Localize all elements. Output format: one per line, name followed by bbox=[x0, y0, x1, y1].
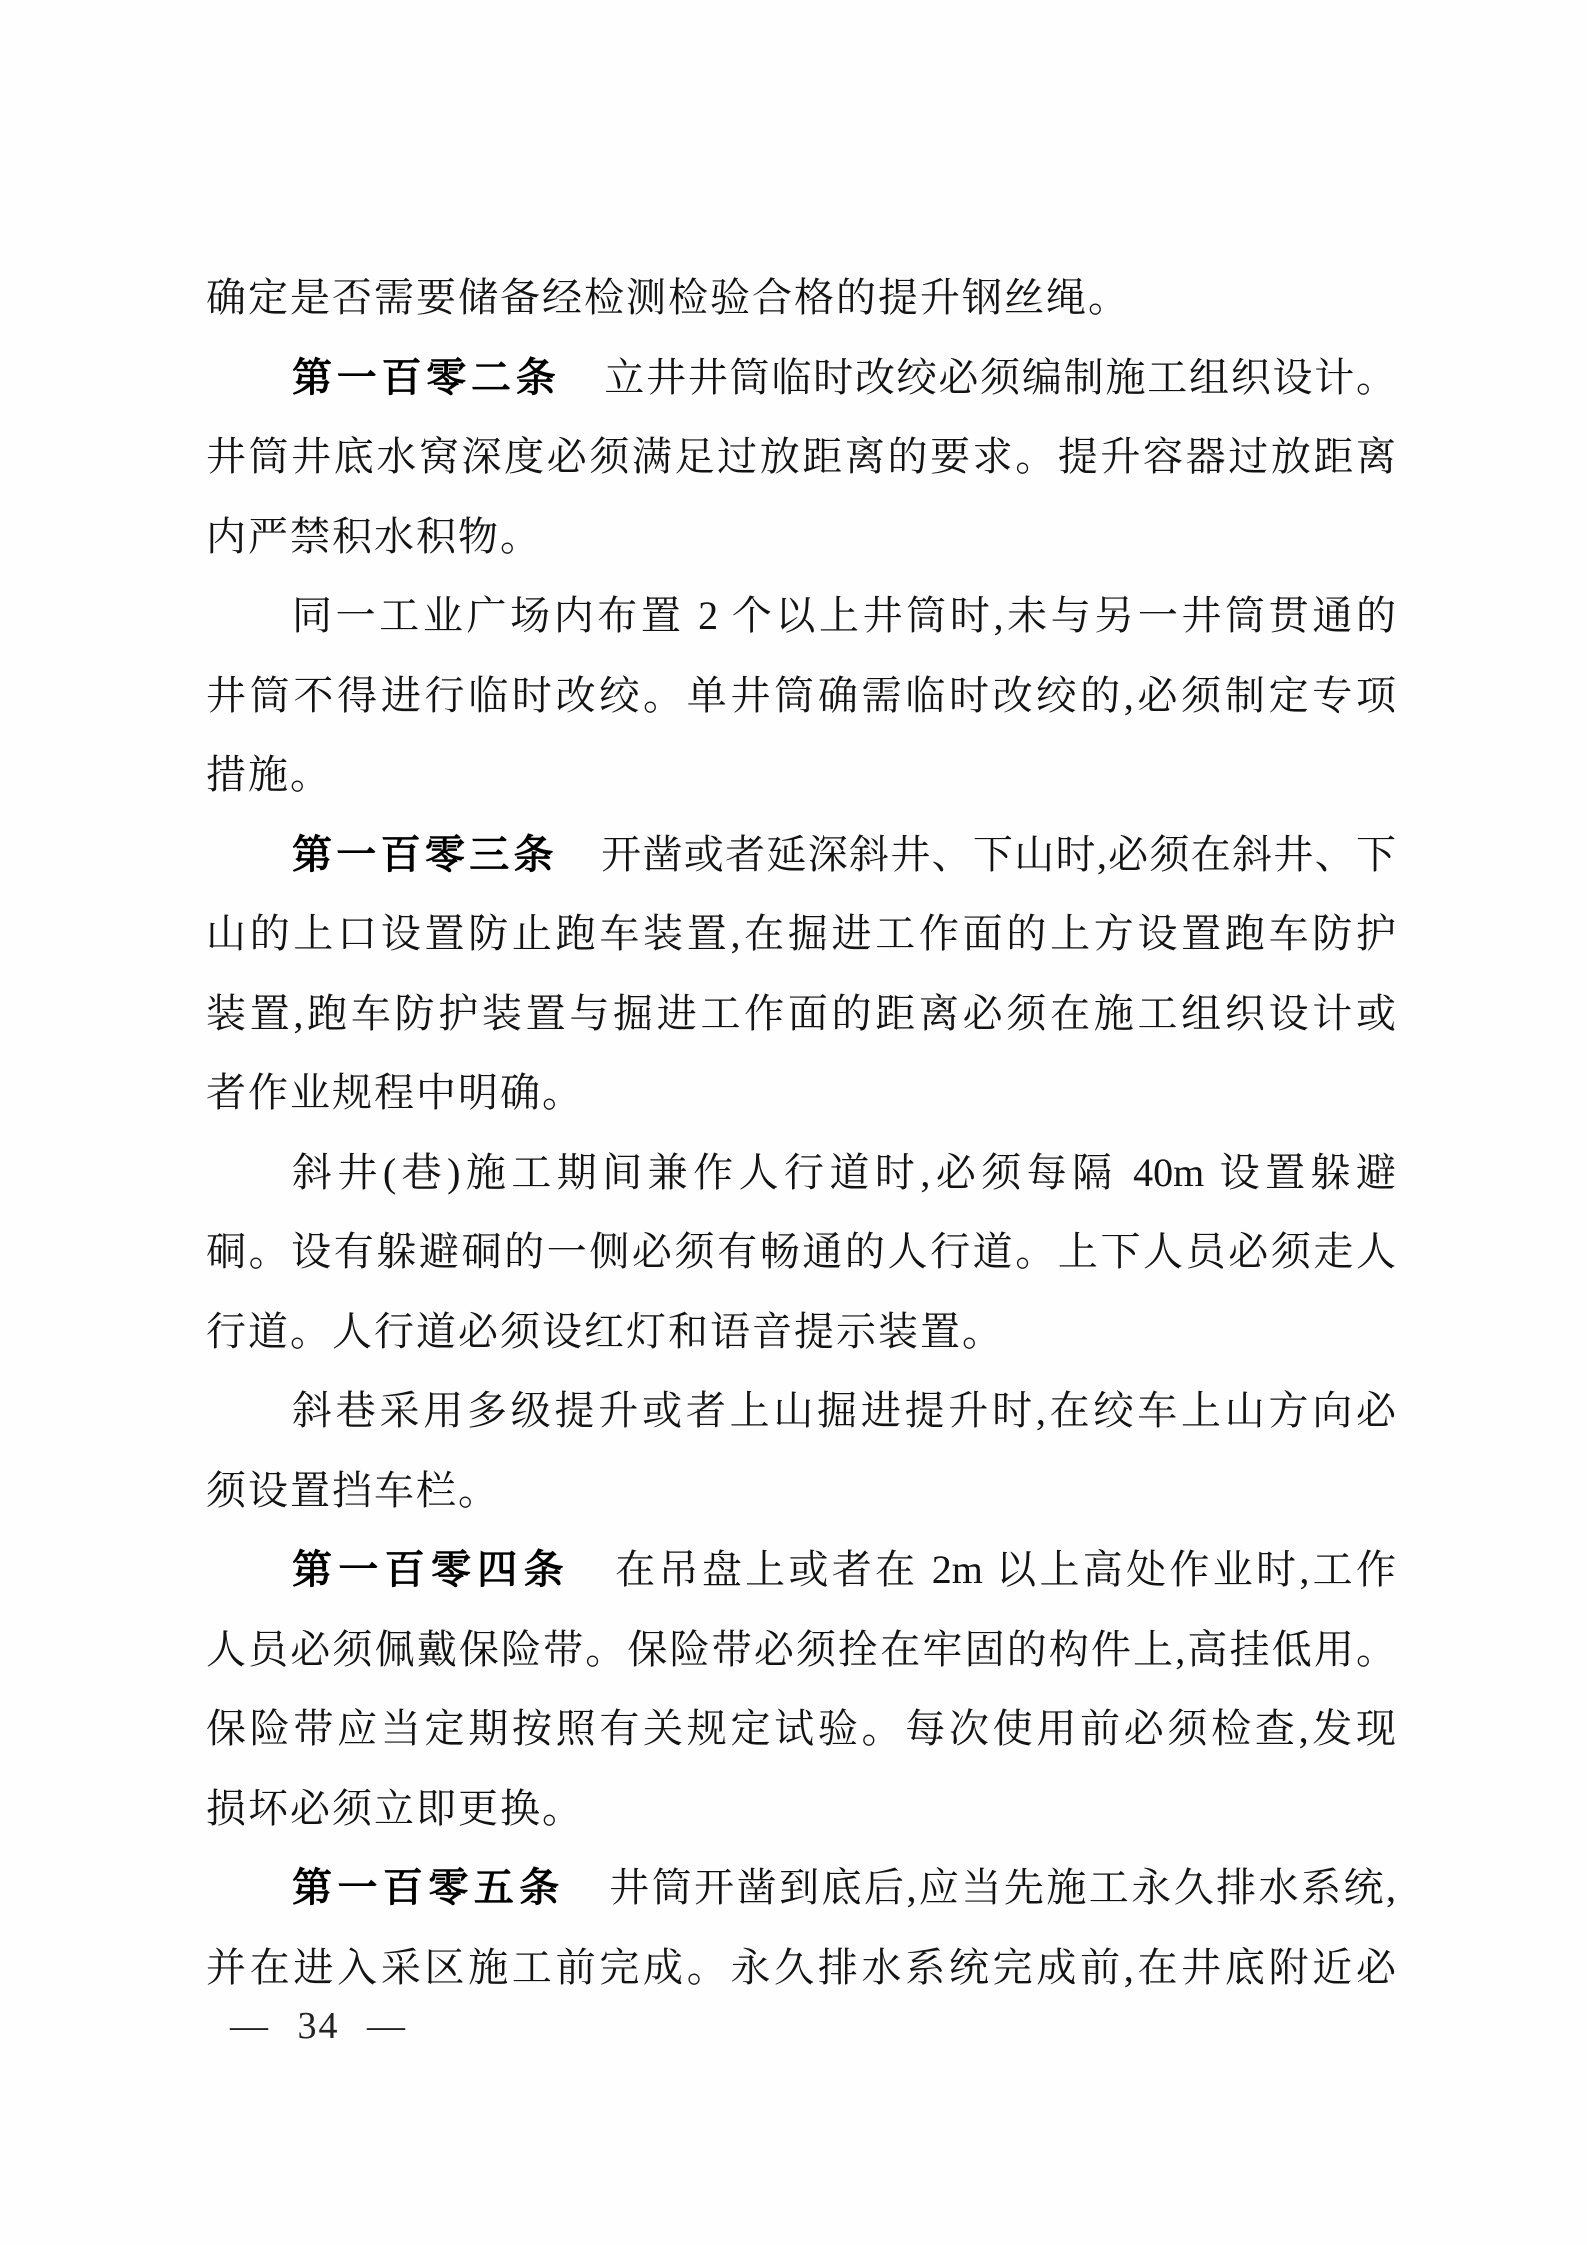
text-line: 须设置挡车栏。 bbox=[206, 1467, 500, 1513]
page-number: — 34 — bbox=[230, 2005, 407, 2047]
article-number: 第一百零五条 bbox=[292, 1866, 565, 1910]
text-line: 装置,跑车防护装置与掘进工作面的距离必须在施工组织设计或 bbox=[206, 990, 1396, 1036]
text-line: 并在进入采区施工前完成。永久排水系统完成前,在井底附近必 bbox=[206, 1944, 1396, 1990]
article-heading-line bbox=[206, 815, 1396, 895]
line-text: 井筒开凿到底后,应当先施工永久排水系统, bbox=[606, 1865, 1397, 1910]
text-line: 人员必须佩戴保险带。保险带必须拴在牢固的构件上,高挂低用。 bbox=[206, 1626, 1396, 1672]
text-line: 损坏必须立即更换。 bbox=[206, 1785, 584, 1831]
article-heading-line bbox=[206, 1530, 1396, 1610]
text-line: 措施。 bbox=[206, 752, 332, 797]
text-line: 保险带应当定期按照有关规定试验。每次使用前必须检查,发现 bbox=[206, 1706, 1396, 1751]
text-line: 者作业规程中明确。 bbox=[206, 1070, 584, 1115]
line-text: 开凿或者延深斜井、下山时,必须在斜井、下 bbox=[599, 831, 1397, 877]
article-number: 第一百零四条 bbox=[292, 1548, 570, 1592]
text-line: 行道。人行道必须设红灯和语音提示装置。 bbox=[206, 1308, 1004, 1354]
line-text: 立井井筒临时改绞必须编制施工组织设计。 bbox=[602, 354, 1397, 400]
text-line: 斜巷采用多级提升或者上山掘进提升时,在绞车上山方向必 bbox=[292, 1388, 1396, 1433]
text-line: 斜井(巷)施工期间兼作人行道时,必须每隔 40m 设置躲避 bbox=[292, 1149, 1396, 1195]
line-text: 在吊盘上或者在 2m 以上高处作业时,工作 bbox=[611, 1547, 1396, 1592]
text-line: 井筒井底水窝深度必须满足过放距离的要求。提升容器过放距离 bbox=[206, 434, 1396, 479]
article-heading-line bbox=[206, 1848, 1396, 1928]
article-number: 第一百零二条 bbox=[292, 355, 561, 400]
page-footer bbox=[230, 2004, 407, 2048]
document-body bbox=[206, 258, 1396, 2007]
text-line: 同一工业广场内布置 2 个以上井筒时,未与另一井筒贯通的 bbox=[292, 593, 1396, 638]
article-number: 第一百零三条 bbox=[292, 832, 558, 877]
article-heading-line bbox=[206, 338, 1396, 418]
text-line: 山的上口设置防止跑车装置,在掘进工作面的上方设置跑车防护 bbox=[206, 911, 1396, 956]
text-line: 确定是否需要储备经检测检验合格的提升钢丝绳。 bbox=[206, 275, 1130, 320]
text-line: 井筒不得进行临时改绞。单井筒确需临时改绞的,必须制定专项 bbox=[206, 672, 1396, 718]
text-line: 内严禁积水积物。 bbox=[206, 513, 542, 559]
text-line: 硐。设有躲避硐的一侧必须有畅通的人行道。上下人员必须走人 bbox=[206, 1229, 1396, 1274]
